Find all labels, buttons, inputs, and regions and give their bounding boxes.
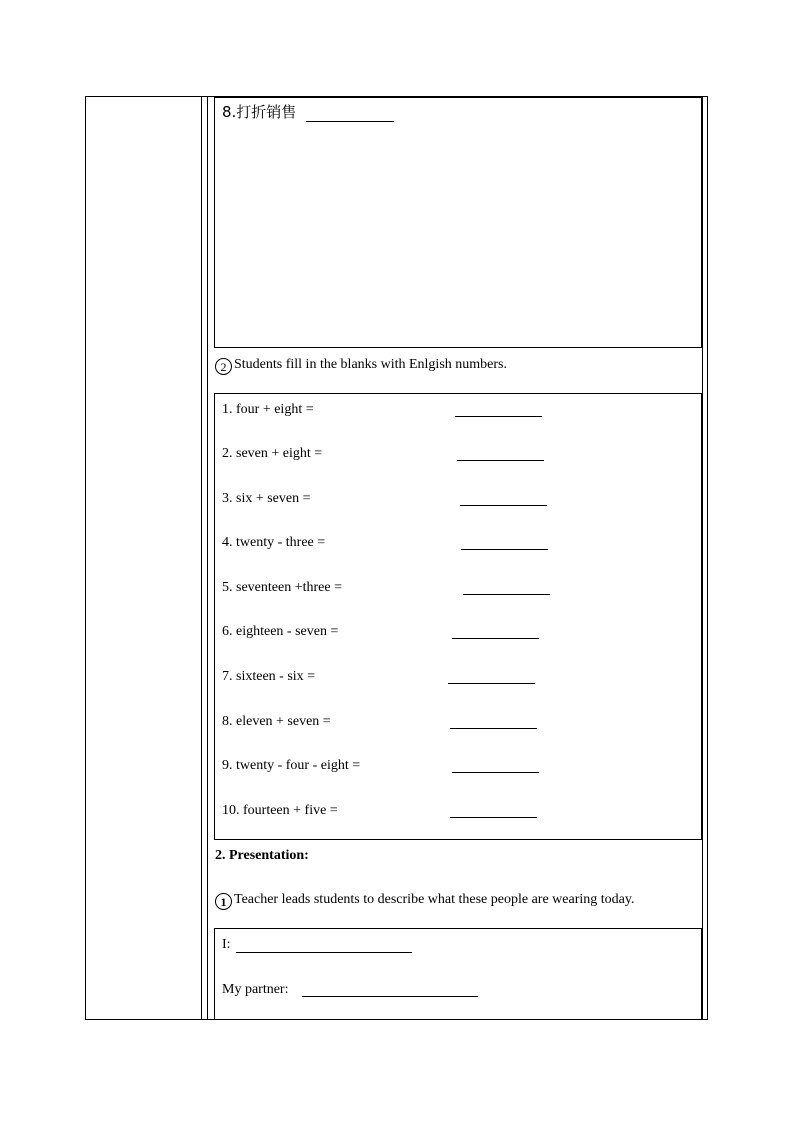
item8-label: 8.打折销售 <box>222 103 297 121</box>
fill-item-8: 8. eleven + seven = <box>222 714 331 729</box>
fill-item-4: 4. twenty - three = <box>222 535 326 550</box>
line-i-label: I: <box>222 937 231 952</box>
presentation-instruction <box>215 892 634 910</box>
fill-item-6: 6. eighteen - seven = <box>222 624 339 639</box>
fill-instruction <box>215 357 507 375</box>
presentation-heading: 2. Presentation: <box>215 848 309 863</box>
line-i-blank[interactable] <box>236 952 412 953</box>
fill-blank-9[interactable] <box>452 772 539 773</box>
circled-number-1: 1 <box>215 893 232 910</box>
fill-item-7: 7. sixteen - six = <box>222 669 316 684</box>
fill-item-5: 5. seventeen +three = <box>222 580 342 595</box>
column-divider-right <box>207 96 208 1020</box>
item8-blank[interactable] <box>306 121 394 122</box>
presentation-instruction-text: Teacher leads students to describe what these people are wearing today. <box>234 892 635 907</box>
fill-item-10: 10. fourteen + five = <box>222 803 338 818</box>
item8-box <box>214 97 702 348</box>
fill-blank-6[interactable] <box>452 638 539 639</box>
description-box <box>214 928 702 1020</box>
fill-blank-8[interactable] <box>450 728 537 729</box>
fill-item-2: 2. seven + eight = <box>222 446 323 461</box>
fill-blank-5[interactable] <box>463 594 550 595</box>
fill-blank-1[interactable] <box>455 416 542 417</box>
fill-blank-7[interactable] <box>448 683 535 684</box>
line-partner-label: My partner: <box>222 982 289 997</box>
column-divider-left <box>201 96 202 1020</box>
fill-blank-10[interactable] <box>450 817 537 818</box>
fill-item-3: 3. six + seven = <box>222 491 311 506</box>
line-partner-blank[interactable] <box>302 996 478 997</box>
fill-blank-4[interactable] <box>461 549 548 550</box>
fill-item-1: 1. four + eight = <box>222 402 314 417</box>
fill-blank-2[interactable] <box>457 460 544 461</box>
fill-blank-3[interactable] <box>460 505 547 506</box>
fill-item-9: 9. twenty - four - eight = <box>222 758 361 773</box>
circled-number-2: 2 <box>215 358 232 375</box>
fill-instruction-text: Students fill in the blanks with Enlgish numbers. <box>234 357 507 372</box>
column-divider-end <box>702 96 703 1020</box>
